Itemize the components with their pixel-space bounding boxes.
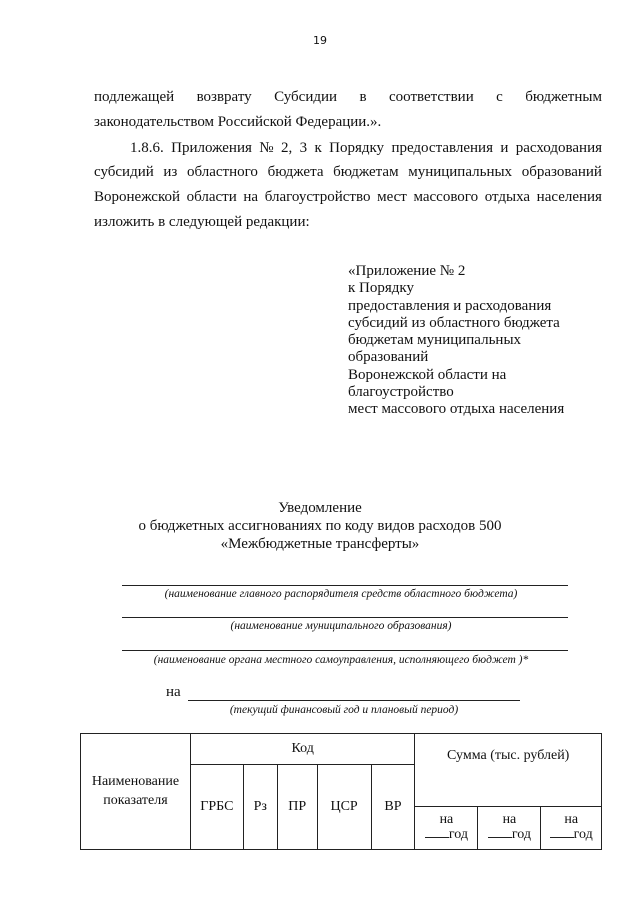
code-column-grbs: ГРБС xyxy=(190,764,243,849)
code-column-csr: ЦСР xyxy=(317,764,371,849)
appendix-line: предоставления и расходования xyxy=(348,297,552,314)
appendix-line: образований xyxy=(348,349,429,366)
appendix-line: субсидий из областного бюджета xyxy=(348,314,560,331)
appendix-header xyxy=(348,263,564,419)
para2-line3: Воронежской области на благоустройство мест массового отдыха населения xyxy=(94,189,602,205)
year-cell-2: на год xyxy=(478,806,541,849)
para1-line1: подлежащей возврату Субсидии в соответствии с бюджетным xyxy=(94,89,602,105)
chief-manager-caption: (наименование главного распорядителя средств областного бюджета) xyxy=(164,588,518,600)
para2-line2: субсидий из областного бюджета бюджетам муниципальных образований xyxy=(94,164,602,180)
para2-line4: изложить в следующей редакции: xyxy=(94,214,310,230)
period-caption: (текущий финансовый год и плановый период) xyxy=(229,704,459,716)
local-authority-line xyxy=(122,650,568,651)
code-header: Код xyxy=(190,734,414,765)
code-column-rz: Рз xyxy=(243,764,277,849)
appendix-line: мест массового отдыха населения xyxy=(348,401,565,418)
notice-subtitle: о бюджетных ассигнованиях по коду видов расходов 500 xyxy=(138,518,502,534)
indicator-header: Наименование показателя xyxy=(81,734,191,850)
period-line xyxy=(188,700,520,701)
municipality-line xyxy=(122,617,568,618)
local-authority-caption: (наименование органа местного самоуправления, исполняющего бюджет )* xyxy=(153,654,529,666)
year-columns xyxy=(415,764,602,849)
period-prefix: на xyxy=(166,684,181,700)
year-cell-3: на год xyxy=(541,806,601,849)
para1-line2: законодательством Российской Федерации.». xyxy=(94,114,382,130)
chief-manager-line xyxy=(122,585,568,586)
code-column-vr: ВР xyxy=(371,764,415,849)
sum-header: Сумма (тыс. рублей) xyxy=(415,734,602,765)
appendix-line: к Порядку xyxy=(348,280,414,297)
para2-line1: 1.8.6. Приложения № 2, 3 к Порядку предоставления и расходования xyxy=(130,140,602,156)
notice-title: Уведомление xyxy=(278,500,362,516)
page-number: 19 xyxy=(313,34,327,47)
appendix-line: Воронежской области на xyxy=(348,366,507,383)
appendix-line: бюджетам муниципальных xyxy=(348,332,522,349)
year-cell-1: на год xyxy=(415,806,478,849)
notice-subtitle-2: «Межбюджетные трансферты» xyxy=(220,536,420,552)
assignments-table xyxy=(80,733,602,850)
appendix-line: «Приложение № 2 xyxy=(348,263,466,279)
municipality-caption: (наименование муниципального образования) xyxy=(230,620,452,632)
appendix-line: благоустройство xyxy=(348,384,454,401)
code-column-pr: ПР xyxy=(277,764,317,849)
